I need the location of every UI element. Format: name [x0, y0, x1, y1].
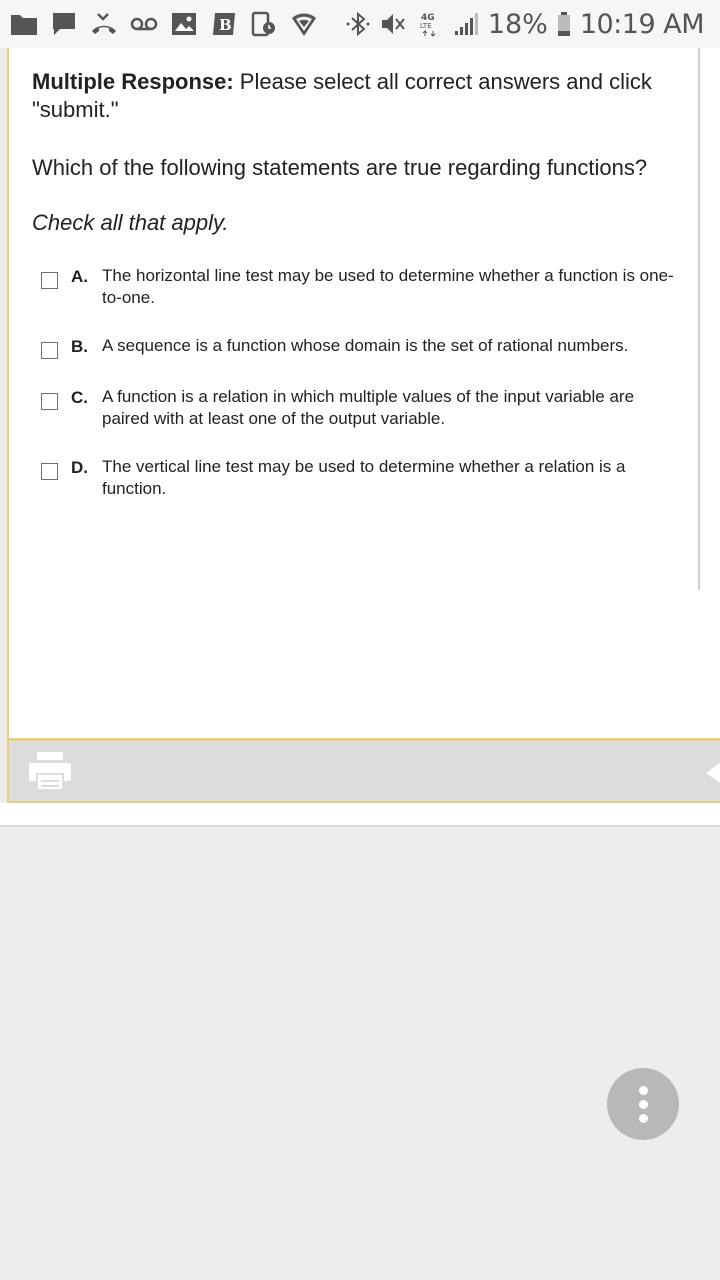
option-c-text: A function is a relation in which multiple values of the input variable are paired with at least one of the output variable.	[102, 387, 635, 428]
b-app-icon	[210, 10, 238, 38]
option-a-checkbox[interactable]	[41, 272, 58, 289]
question-prompt: Which of the following statements are true regarding functions?	[32, 155, 648, 180]
content-scrollbar[interactable]	[698, 48, 700, 590]
mute-icon	[380, 10, 408, 38]
voicemail-icon	[130, 10, 158, 38]
option-c-letter: C.	[71, 388, 88, 407]
answer-options	[32, 261, 690, 499]
option-b-checkbox[interactable]	[41, 342, 58, 359]
status-bar	[0, 0, 720, 48]
option-d-text: The vertical line test may be used to determine whether a relation is a function.	[102, 457, 626, 498]
instructions	[32, 68, 682, 124]
image-icon	[170, 10, 198, 38]
battery-percent: 18%	[487, 8, 548, 40]
more-options-button[interactable]	[607, 1068, 679, 1140]
option-a-text: The horizontal line test may be used to determine whether a function is one-to-one.	[102, 266, 674, 307]
clock: 10:19 AM	[579, 8, 704, 40]
option-b-text: A sequence is a function whose domain is the set of rational numbers.	[102, 336, 629, 355]
signal-icon	[452, 10, 480, 38]
shield-wifi-icon	[290, 10, 318, 38]
option-d-letter: D.	[71, 458, 88, 477]
option-c-checkbox[interactable]	[41, 393, 58, 410]
lte-icon	[416, 10, 444, 38]
missed-call-icon	[90, 10, 118, 38]
battery-icon	[556, 10, 572, 38]
option-a[interactable]	[32, 261, 690, 308]
question-hint: Check all that apply.	[32, 210, 229, 235]
option-b[interactable]	[32, 331, 690, 359]
instructions-text: Please select all correct answers and click "submit."	[32, 69, 652, 122]
more-vert-icon	[639, 1086, 648, 1095]
screen-time-icon	[250, 10, 278, 38]
svg-text:4G: 4G	[420, 13, 435, 23]
option-d-checkbox[interactable]	[41, 463, 58, 480]
page-footer-strip	[0, 803, 720, 825]
printer-icon[interactable]	[27, 750, 73, 792]
bottom-toolbar	[7, 738, 720, 803]
svg-text:B: B	[219, 16, 232, 34]
more-vert-dot	[639, 1100, 648, 1109]
chevron-left-icon[interactable]	[704, 761, 720, 785]
more-vert-dot	[639, 1114, 648, 1123]
option-d[interactable]	[32, 452, 690, 499]
chat-icon	[50, 10, 78, 38]
folder-icon	[10, 10, 38, 38]
instructions-label: Multiple Response:	[32, 69, 234, 94]
bluetooth-icon	[344, 10, 372, 38]
option-a-letter: A.	[71, 267, 88, 286]
option-b-letter: B.	[71, 337, 88, 356]
option-c[interactable]	[32, 382, 690, 429]
svg-text:LTE: LTE	[419, 22, 432, 30]
question-card	[7, 48, 720, 740]
divider	[0, 825, 720, 827]
